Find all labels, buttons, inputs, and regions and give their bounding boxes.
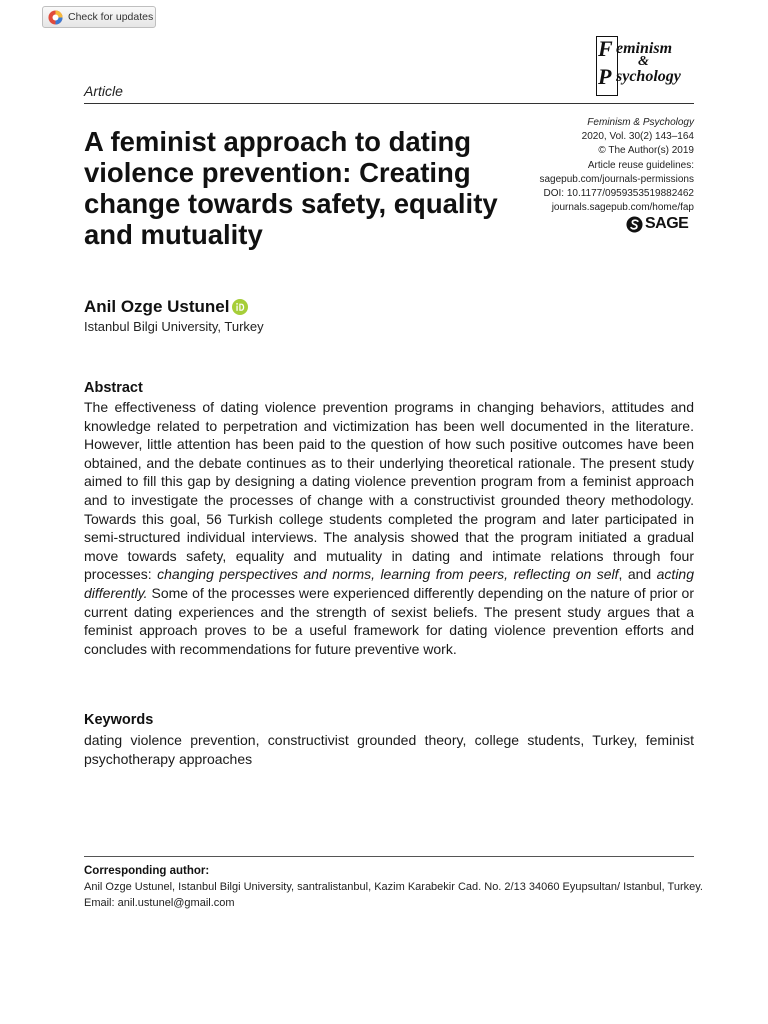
journal-home-link[interactable]: journals.sagepub.com/home/fap: [551, 202, 694, 214]
doi[interactable]: DOI: 10.1177/0959353519882462: [543, 188, 694, 200]
author-line: [84, 297, 248, 317]
keywords-heading: Keywords: [84, 712, 154, 728]
journal-logo-word-psychology: sychology: [616, 68, 681, 85]
journal-logo-word-feminism: eminism: [616, 40, 673, 57]
author-name: Anil Ozge Ustunel: [84, 297, 230, 316]
abstract-processes-italic: changing perspectives and norms, learning from peers, reflecting on self: [157, 566, 619, 583]
copyright-notice: © The Author(s) 2019: [598, 145, 694, 157]
article-title: A feminist approach to dating violence prevention: Creating change towards safety, equality and mutuality: [84, 126, 498, 250]
publisher-name: SAGE: [645, 215, 689, 232]
abstract-last-process-italic: acting differently.: [84, 566, 694, 601]
article-type-label: Article: [84, 83, 123, 99]
corresponding-author-details: [84, 880, 704, 911]
footnote-divider: [84, 856, 694, 857]
abstract-body: [84, 398, 694, 658]
journal-logo-initial-f: F: [598, 36, 613, 61]
keywords-list: dating violence prevention, constructivist grounded theory, college students, Turkey, feminist psychotherapy approaches: [84, 732, 694, 767]
check-for-updates-label: Check for updates: [68, 11, 154, 23]
sage-logo-icon: [626, 216, 643, 233]
corresponding-author-heading: Corresponding author:: [84, 865, 210, 877]
journal-logo-ampersand: &: [638, 54, 649, 69]
publisher-logo: [626, 215, 688, 233]
corresponding-author-email[interactable]: Email: anil.ustunel@gmail.com: [84, 896, 235, 909]
abstract-text-part1: The effectiveness of dating violence prevention programs in changing behaviors, attitudes and knowledge related to perpetration and victimization has been well documented in the literature. However, little attention has been paid to the question of how such positive outcomes have been obtained, and the debate continues as to their underlying theoretical rationale. The present study aimed to fill this gap by designing a dating violence prevention program from a feminist approach and to investigate the processes of change with a constructivist grounded theory methodology. Towards this goal, 56 Turkish college students completed the program and later participated in semi-structured individual interviews. The analysis showed that the program initiated a gradual move towards safety, equality and mutuality in dating and intimate relations through four processes:: [84, 399, 694, 583]
abstract-text-part2: , and: [618, 566, 657, 583]
header-divider: [84, 103, 694, 104]
reuse-guidelines-label: Article reuse guidelines:: [587, 159, 694, 171]
orcid-icon[interactable]: [232, 299, 248, 315]
corresponding-author-address: Anil Ozge Ustunel, Istanbul Bilgi University, santralistanbul, Kazim Karabekir Cad. No. 2/13 34060 Eyupsultan/ Istanbul, Turkey.: [84, 881, 703, 893]
volume-info: 2020, Vol. 30(2) 143–164: [581, 131, 694, 143]
reuse-guidelines-link[interactable]: sagepub.com/journals-permissions: [539, 173, 694, 185]
abstract-heading: Abstract: [84, 380, 143, 396]
check-updates-icon: [48, 10, 63, 25]
check-for-updates-button[interactable]: [42, 6, 156, 28]
journal-name: Feminism & Psychology: [587, 117, 694, 128]
journal-logo-initial-p: P: [598, 64, 612, 89]
author-affiliation: Istanbul Bilgi University, Turkey: [84, 319, 264, 334]
abstract-text-part3: Some of the processes were experienced differently depending on the nature of prior or current dating experiences and the strength of sexist beliefs. The present study argues that a feminist approach proves to be a useful framework for dating violence prevention efforts and concludes with recommendations for future preventive work.: [84, 584, 694, 657]
journal-logo: [596, 36, 696, 96]
